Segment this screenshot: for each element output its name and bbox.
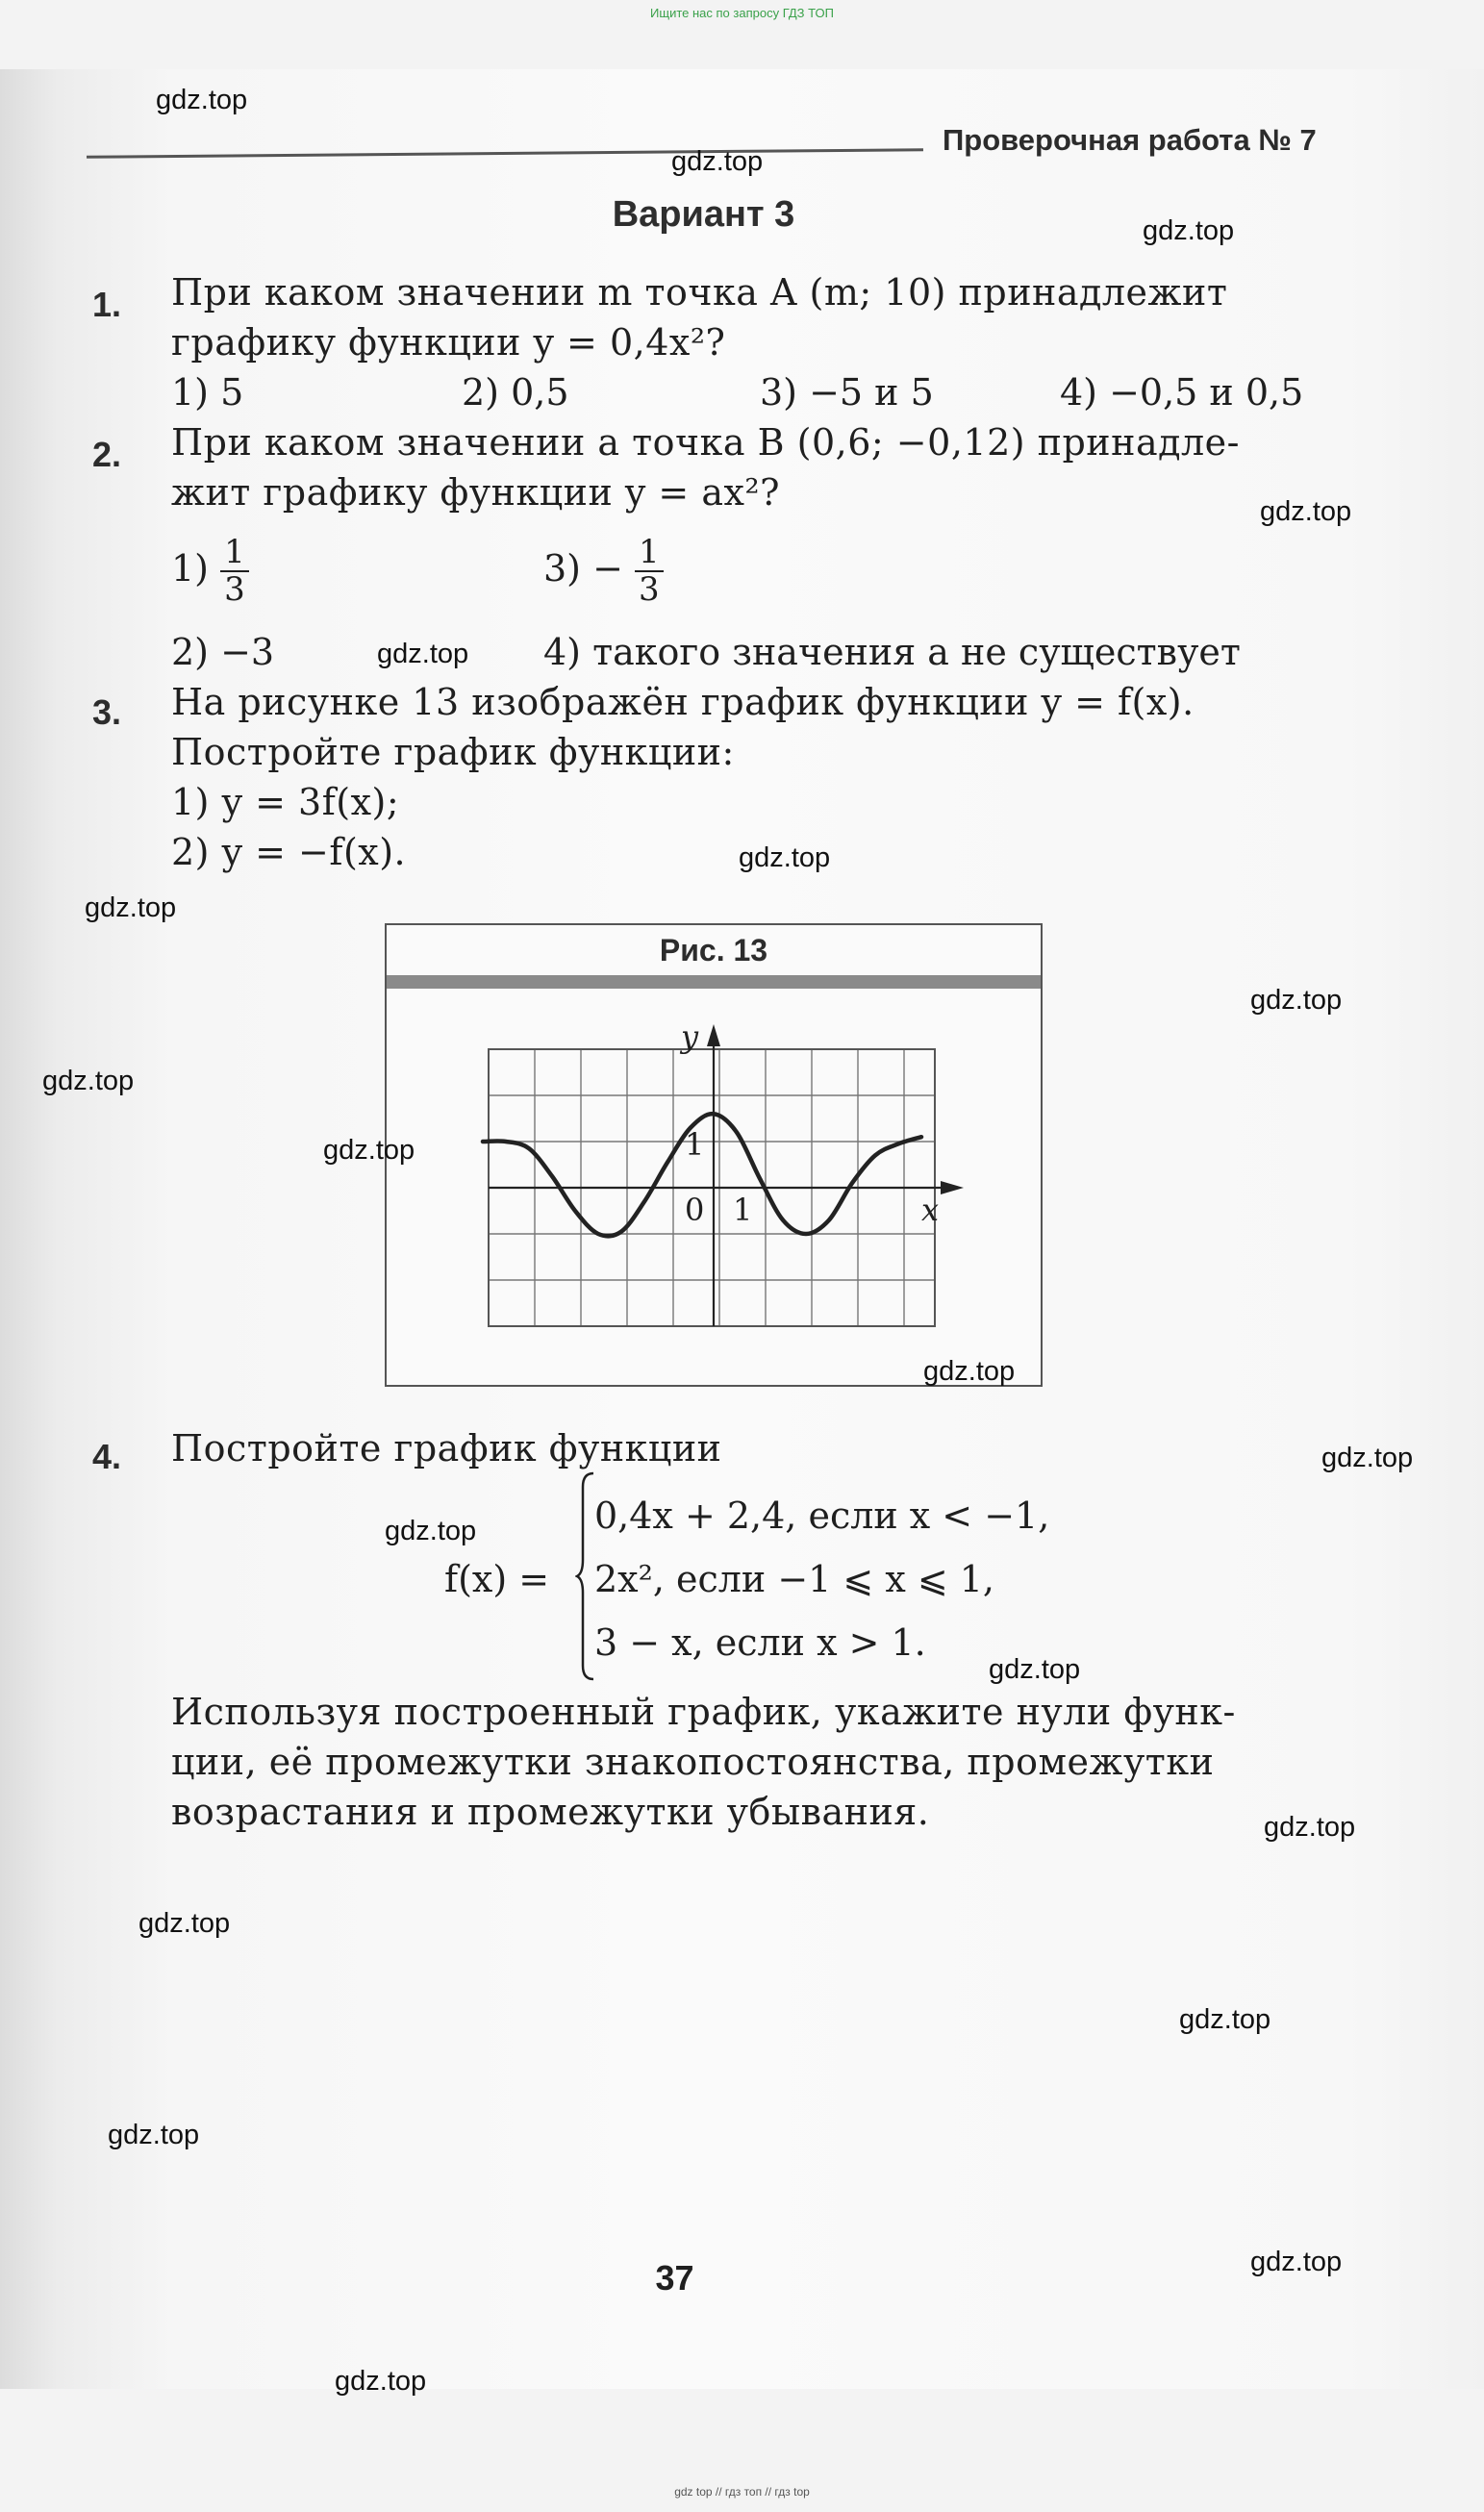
origin-label: 0 <box>685 1192 705 1228</box>
watermark: gdz.top <box>1264 1812 1356 1843</box>
task-3-line-4: 2) y = −f(x). <box>171 831 407 873</box>
y-axis-arrow <box>707 1024 720 1046</box>
watermark: gdz.top <box>323 1135 415 1166</box>
watermark: gdz.top <box>1250 985 1343 1016</box>
watermark: gdz.top <box>989 1654 1081 1685</box>
watermark: gdz.top <box>1250 2247 1343 2277</box>
task-2-option-3-prefix: 3) − <box>543 546 623 590</box>
task-3-number: 3. <box>92 692 122 732</box>
y-axis-label: y <box>681 1018 699 1055</box>
task-3-line-2: Постройте график функции: <box>171 731 735 773</box>
watermark: gdz.top <box>156 85 248 115</box>
watermark: gdz.top <box>377 639 469 669</box>
task-1-option-1: 1) 5 <box>171 371 244 414</box>
function-graph <box>387 925 1041 1385</box>
page-number: 37 <box>655 2258 694 2298</box>
task-2-option-1-fraction <box>220 535 249 609</box>
watermark: gdz.top <box>739 842 831 873</box>
task-1-option-4: 4) −0,5 и 0,5 <box>1060 371 1304 414</box>
task-2-option-1-prefix: 1) <box>171 546 210 590</box>
figure-title: Рис. 13 <box>659 933 768 967</box>
task-2-number: 2. <box>92 435 122 474</box>
task-4-line-1: Постройте график функции <box>171 1427 722 1470</box>
watermark: gdz.top <box>385 1516 477 1546</box>
watermark: gdz.top <box>335 2366 427 2397</box>
task-4-number: 4. <box>92 1437 122 1476</box>
watermark: gdz.top <box>85 892 177 923</box>
task-2-option-3 <box>543 535 664 609</box>
task-4-paragraph-line-2: ции, её промежутки знакопостоянства, промежутки <box>171 1741 1215 1783</box>
piecewise-case-2: 2x², если −1 ⩽ x ⩽ 1, <box>594 1558 995 1600</box>
task-4-paragraph-line-1: Используя построенный график, укажите нули функ- <box>171 1691 1236 1733</box>
task-1-number: 1. <box>92 285 122 324</box>
fraction-denominator: 3 <box>639 570 660 610</box>
page-header-title: Проверочная работа № 7 <box>943 123 1317 157</box>
figure-13 <box>385 923 1043 1387</box>
task-2-option-3-fraction <box>635 535 664 609</box>
x-axis-arrow <box>941 1181 964 1194</box>
top-banner: Ищите нас по запросу ГДЗ ТОП <box>650 6 834 20</box>
watermark: gdz.top <box>1260 496 1352 527</box>
x-axis-label: x <box>921 1192 940 1228</box>
piecewise-case-1: 0,4x + 2,4, если x < −1, <box>594 1495 1050 1537</box>
piecewise-brace <box>575 1471 596 1681</box>
variant-title: Вариант 3 <box>612 194 795 235</box>
watermark: gdz.top <box>671 146 764 177</box>
task-2-option-2: 2) −3 <box>171 631 275 673</box>
task-1-option-3: 3) −5 и 5 <box>760 371 934 414</box>
watermark: gdz.top <box>1179 2004 1271 2035</box>
watermark: gdz.top <box>108 2120 200 2150</box>
watermark: gdz.top <box>1143 215 1235 246</box>
fraction-numerator: 1 <box>220 535 249 572</box>
piecewise-function-label: f(x) = <box>444 1558 550 1600</box>
y-tick-label: 1 <box>685 1126 705 1163</box>
watermark: gdz.top <box>138 1908 231 1939</box>
watermark: gdz.top <box>1321 1443 1414 1473</box>
task-2-option-4: 4) такого значения a не существует <box>543 631 1241 673</box>
x-tick-label: 1 <box>733 1192 753 1228</box>
task-2-line-1: При каком значении a точка B (0,6; −0,12) принадле- <box>171 421 1240 464</box>
bottom-banner: gdz top // гдз топ // гдз top <box>674 2485 810 2499</box>
watermark: gdz.top <box>923 1356 1016 1387</box>
task-1-line-2: графику функции y = 0,4x²? <box>171 321 726 364</box>
piecewise-case-3: 3 − x, если x > 1. <box>594 1621 926 1664</box>
task-3-line-1: На рисунке 13 изображён график функции y = f(x). <box>171 681 1195 723</box>
task-1-line-1: При каком значении m точка A (m; 10) принадлежит <box>171 271 1228 314</box>
task-2-line-2: жит графику функции y = ax²? <box>171 471 781 514</box>
task-2-option-1 <box>171 535 249 609</box>
fraction-numerator: 1 <box>635 535 664 572</box>
fraction-denominator: 3 <box>224 570 245 610</box>
task-3-line-3: 1) y = 3f(x); <box>171 781 400 823</box>
task-4-paragraph-line-3: возрастания и промежутки убывания. <box>171 1791 930 1833</box>
watermark: gdz.top <box>42 1066 135 1096</box>
task-1-option-2: 2) 0,5 <box>462 371 569 414</box>
